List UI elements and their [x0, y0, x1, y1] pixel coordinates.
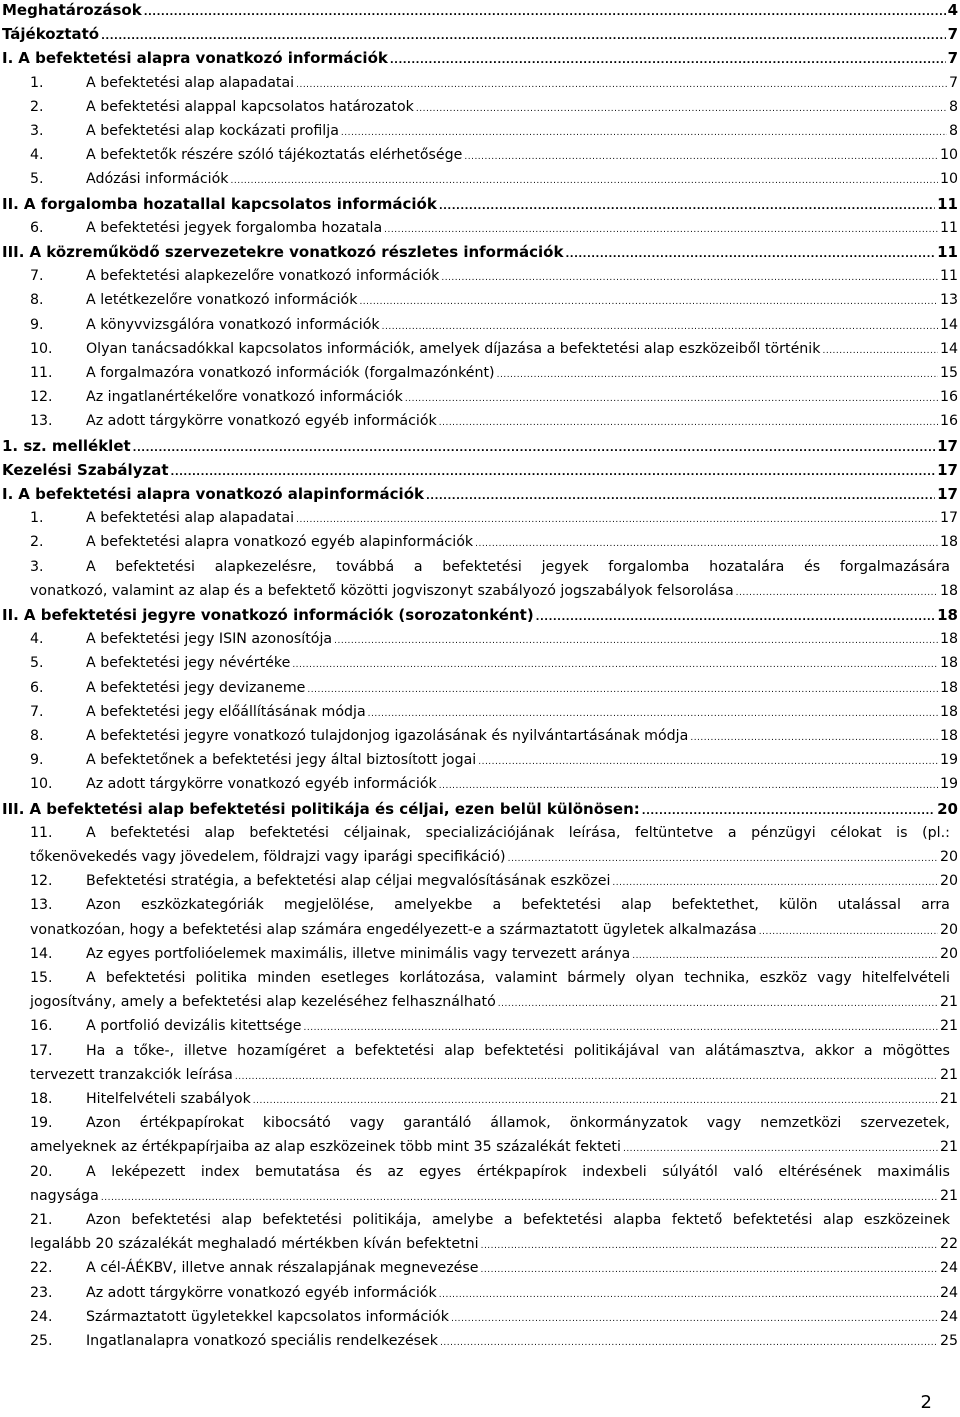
toc-entry-line1[interactable]	[0, 1162, 960, 1182]
toc-entry[interactable]	[0, 290, 960, 310]
leader-dots	[440, 1333, 938, 1353]
toc-entry[interactable]	[0, 363, 960, 383]
toc-entry[interactable]	[0, 266, 960, 286]
toc-entry[interactable]	[0, 315, 960, 335]
toc-entry-number: 4.	[30, 147, 44, 164]
toc-page-number: 14	[939, 340, 958, 357]
leader-dots	[736, 583, 938, 603]
leader-dots	[565, 245, 935, 265]
toc-entry[interactable]	[0, 1331, 960, 1351]
toc-page-number: 18	[939, 582, 958, 599]
toc-entry-title: A befektetési jegy devizaneme	[86, 679, 306, 696]
toc-heading-number: III.	[2, 243, 25, 261]
toc-page-number: 17	[937, 436, 958, 455]
toc-entry[interactable]	[0, 508, 960, 528]
toc-entry-title: A befektetési alap alapadatai	[86, 510, 295, 527]
leader-dots	[296, 510, 938, 530]
toc-entry-number: 2.	[30, 534, 44, 551]
leader-dots	[307, 680, 938, 700]
toc-entry-title: jogosítvány, amely a befektetési alap kezeléséhez felhasználható	[30, 994, 496, 1011]
toc-entry-title: vonatkozóan, hogy a befektetési alap számára engedélyezett-e a származtatott ügyletek alkalmazása	[30, 921, 757, 938]
leader-dots	[416, 99, 947, 119]
toc-page-number: 21	[939, 1018, 958, 1035]
toc-page-number: 21	[939, 1091, 958, 1107]
toc-page-number: 17	[937, 485, 958, 503]
leader-dots	[405, 389, 938, 409]
toc-page-number: 20	[939, 873, 958, 890]
toc-entry-title: A befektetési jegy ISIN azonosítója	[86, 631, 333, 648]
toc-entry-title: Az egyes portfolióelemek maximális, illetve minimális vagy tervezett aránya	[86, 945, 631, 962]
toc-entry[interactable]	[0, 1089, 960, 1109]
leader-dots	[451, 1309, 938, 1329]
leader-dots	[623, 1139, 938, 1159]
toc-entry-title: Az adott tárgykörre vonatkozó egyéb információk	[86, 776, 437, 793]
toc-entry-number: 12.	[30, 389, 53, 406]
toc-entry-title: A befektetők részére szóló tájékoztatás elérhetősége	[86, 147, 463, 164]
toc-page-number: 11	[937, 194, 958, 213]
leader-dots	[230, 171, 937, 191]
toc-entry-title-line1: A leképezett index bemutatása és az egyes értékpapírok indexbeli súlyától való eltérésének maximális	[86, 1163, 950, 1180]
leader-dots	[133, 439, 935, 459]
toc-entry-title-line1: Azon eszközkategóriák megjelölése, amelyekbe a befektetési alap befektethet, külön utalással arra	[86, 897, 950, 914]
toc-entry[interactable]	[0, 774, 960, 794]
toc-page-number: 8	[948, 98, 958, 115]
leader-dots	[497, 365, 938, 385]
toc-entry-title: tőkenövekedés vagy jövedelem, földrajzi vagy iparági specifikáció)	[30, 849, 506, 865]
toc-heading[interactable]	[0, 194, 960, 214]
toc-page-number: 4	[947, 1, 958, 19]
toc-heading-number: I.	[2, 485, 14, 503]
toc-entry-number: 7.	[30, 703, 44, 720]
toc-page-number: 17	[939, 510, 958, 527]
toc-heading-title: Tájékoztató	[2, 25, 100, 44]
toc-page-number: 7	[948, 74, 958, 91]
toc-entry-line1[interactable]	[0, 968, 960, 988]
toc-entry-title: vonatkozó, valamint az alap és a befektető közötti jogviszonyt szabályozó jogszabályok felsorolása	[30, 582, 734, 599]
toc-entry-title: A befektetési alapra vonatkozó egyéb alapinformációk	[86, 534, 474, 551]
toc-entry-title-line1: Ha a tőke-, illetve hozamígéret a befektetési alap befektetési politikájával van alátámasztva, akkor a mögöttes	[86, 1042, 950, 1059]
toc-entry-number: 6.	[30, 679, 44, 696]
toc-entry-title: A befektetési alappal kapcsolatos határozatok	[86, 98, 414, 115]
toc-entry-number: 5.	[30, 171, 44, 188]
toc-entry[interactable]	[0, 750, 960, 770]
leader-dots	[439, 197, 935, 217]
toc-entry-number: 2.	[30, 98, 44, 115]
toc-entry-title: Befektetési stratégia, a befektetési alap céljai megvalósításának eszközei	[86, 873, 611, 890]
toc-page-number: 21	[939, 1139, 958, 1156]
leader-dots	[359, 292, 938, 312]
toc-heading[interactable]	[0, 0, 960, 20]
toc-entry[interactable]	[0, 581, 960, 601]
leader-dots	[253, 1091, 938, 1111]
toc-page-number: 20	[939, 849, 958, 865]
toc-entry-number: 8.	[30, 728, 44, 744]
toc-entry-line1[interactable]	[0, 895, 960, 915]
toc-heading-title: Kezelési Szabályzat	[2, 460, 169, 479]
toc-entry-number: 8.	[30, 292, 44, 309]
toc-page-number: 11	[939, 268, 958, 285]
leader-dots	[144, 3, 946, 23]
toc-entry-title: A befektetőnek a befektetési jegy által biztosított jogai	[86, 752, 477, 769]
leader-dots	[235, 1067, 938, 1087]
leader-dots	[101, 27, 945, 47]
toc-entry[interactable]	[0, 702, 960, 722]
toc-entry-title: Adózási információk	[86, 171, 229, 188]
leader-dots	[368, 704, 938, 724]
leader-dots	[690, 728, 938, 748]
toc-page-number: 20	[937, 799, 958, 818]
toc-entry-title: Származtatott ügyletekkel kapcsolatos információk	[86, 1308, 449, 1325]
toc-entry[interactable]	[0, 1283, 960, 1303]
leader-dots	[439, 776, 938, 796]
leader-dots	[390, 51, 946, 71]
leader-dots	[464, 147, 938, 167]
leader-dots	[632, 946, 938, 966]
toc-heading-title: A befektetési jegyre vonatkozó információk (sorozatonként)	[23, 606, 534, 624]
toc-page-number: 16	[939, 413, 958, 430]
toc-heading-title: 1. sz. melléklet	[2, 436, 131, 455]
leader-dots	[334, 631, 938, 651]
toc-entry[interactable]	[0, 1016, 960, 1036]
leader-dots	[292, 655, 938, 675]
toc-entry[interactable]	[0, 726, 960, 746]
toc-page-number: 18	[939, 679, 958, 696]
toc-entry[interactable]	[0, 629, 960, 649]
toc-page-number: 8	[948, 123, 958, 139]
toc-entry-number: 12.	[30, 873, 53, 890]
toc-page-number: 15	[939, 365, 958, 381]
toc-page-number: 13	[939, 292, 958, 309]
toc-entry-number: 9.	[30, 316, 44, 333]
toc-entry[interactable]	[0, 532, 960, 552]
toc-entry-title: Az adott tárgykörre vonatkozó egyéb információk	[86, 1284, 437, 1301]
toc-page-number: 17	[937, 460, 958, 479]
toc-heading[interactable]	[0, 605, 960, 625]
toc-entry[interactable]	[0, 97, 960, 117]
toc-page-number: 20	[939, 921, 958, 938]
toc-heading[interactable]	[0, 436, 960, 456]
toc-entry-number: 19.	[30, 1115, 53, 1132]
toc-entry-number: 6.	[30, 219, 44, 236]
toc-entry-number: 3.	[30, 123, 44, 139]
toc-entry-number: 21.	[30, 1212, 53, 1228]
toc-entry-title-line1: Azon befektetési alap befektetési politikája, amelybe a befektetési alapba fektető befektetési alap eszközeinek	[86, 1212, 950, 1228]
toc-page-number: 14	[939, 316, 958, 333]
toc-entry-number: 16.	[30, 1018, 53, 1035]
toc-entry-number: 1.	[30, 74, 44, 91]
toc-entry[interactable]	[0, 1234, 960, 1254]
toc-entry-number: 7.	[30, 268, 44, 285]
leader-dots	[498, 994, 938, 1014]
toc-entry-title: A befektetési jegy névértéke	[86, 655, 291, 672]
toc-entry-number: 5.	[30, 655, 44, 672]
toc-heading[interactable]	[0, 799, 960, 819]
toc-page-number: 18	[939, 728, 958, 744]
toc-page-number: 21	[939, 1187, 958, 1204]
toc-entry[interactable]	[0, 653, 960, 673]
toc-heading-title: Meghatározások	[2, 1, 142, 19]
toc-heading-number: II.	[2, 606, 19, 624]
toc-entry-number: 11.	[30, 824, 53, 841]
toc-entry-title: A befektetési jegy előállításának módja	[86, 703, 366, 720]
toc-entry-title: Az adott tárgykörre vonatkozó egyéb információk	[86, 413, 437, 430]
toc-page-number: 21	[939, 994, 958, 1011]
toc-page-number: 11	[937, 243, 958, 261]
toc-entry-line1[interactable]	[0, 1113, 960, 1133]
toc-heading-title: A befektetési alap befektetési politikája és céljai, ezen belül különösen:	[29, 799, 640, 818]
toc-page-number: 25	[939, 1333, 958, 1349]
leader-dots	[642, 802, 935, 822]
toc-entry-line1[interactable]	[0, 1041, 960, 1061]
toc-entry-number: 13.	[30, 413, 53, 430]
leader-dots	[822, 341, 937, 361]
toc-entry[interactable]	[0, 339, 960, 359]
toc-entry-number: 17.	[30, 1042, 53, 1059]
toc-entry-number: 23.	[30, 1284, 53, 1301]
toc-entry-title: tervezett tranzakciók leírása	[30, 1066, 233, 1083]
toc-page-number: 18	[937, 606, 958, 624]
toc-entry-title: amelyeknek az értékpapírjaiba az alap eszközeinek több mint 35 százalékát fekteti	[30, 1139, 621, 1156]
leader-dots	[475, 534, 938, 554]
toc-entry[interactable]	[0, 1307, 960, 1327]
leader-dots	[759, 922, 938, 942]
toc-entry-title: A befektetési alap kockázati profilja	[86, 123, 339, 139]
toc-entry-title: legalább 20 százalékát meghaladó mértékben kíván befektetni	[30, 1236, 479, 1253]
toc-entry-title: A befektetési jegyre vonatkozó tulajdonjog igazolásának és nyilvántartásának módja	[86, 728, 689, 744]
toc-entry-title: Hitelfelvételi szabályok	[86, 1091, 251, 1107]
toc-entry-title: Ingatlanalapra vonatkozó speciális rendelkezések	[86, 1333, 439, 1349]
toc-entry[interactable]	[0, 847, 960, 867]
leader-dots	[508, 849, 938, 869]
page-number: 2	[920, 1392, 932, 1413]
leader-dots	[296, 75, 947, 95]
toc-page-number: 10	[939, 171, 958, 188]
toc-heading[interactable]	[0, 48, 960, 68]
toc-entry[interactable]	[0, 920, 960, 940]
toc-entry[interactable]	[0, 678, 960, 698]
toc-entry-title-line1: Azon értékpapírokat kibocsátó vagy garantáló államok, önkormányzatok vagy nemzetközi szervezetek,	[86, 1115, 950, 1132]
toc-entry[interactable]	[0, 218, 960, 238]
toc-heading-title: A forgalomba hozatallal kapcsolatos információk	[23, 194, 437, 213]
toc-entry-title: A befektetési alap alapadatai	[86, 74, 295, 91]
toc-heading[interactable]	[0, 484, 960, 504]
toc-page-number: 24	[939, 1308, 958, 1325]
toc-entry-line1[interactable]	[0, 557, 960, 577]
toc-entry-number: 1.	[30, 510, 44, 527]
toc-entry-number: 9.	[30, 752, 44, 769]
toc-page-number: 7	[947, 49, 958, 68]
toc-entry[interactable]	[0, 1186, 960, 1206]
toc-entry-number: 10.	[30, 776, 53, 793]
toc-heading-number: III.	[2, 799, 25, 818]
toc-page-number: 22	[939, 1236, 958, 1253]
toc-entry-title: Az ingatlanértékelőre vonatkozó információk	[86, 389, 403, 406]
leader-dots	[101, 1188, 938, 1208]
leader-dots	[384, 220, 938, 240]
toc-entry-title-line1: A befektetési alap befektetési céljainak, specializációjának leírása, feltüntetve a pénzügyi célokat is (pl.:	[86, 824, 950, 841]
toc-entry-number: 22.	[30, 1260, 53, 1277]
toc-entry-title: A forgalmazóra vonatkozó információk (forgalmazónként)	[86, 365, 495, 381]
toc-heading-number: I.	[2, 49, 14, 68]
toc-entry-number: 3.	[30, 558, 44, 575]
toc-entry-number: 15.	[30, 970, 53, 986]
toc-entry-number: 4.	[30, 631, 44, 648]
leader-dots	[439, 1285, 938, 1305]
leader-dots	[426, 487, 935, 507]
leader-dots	[481, 1260, 938, 1280]
leader-dots	[481, 1236, 938, 1256]
toc-page-number: 16	[939, 389, 958, 406]
toc-page-number: 18	[939, 655, 958, 672]
toc-entry-title: nagysága	[30, 1187, 99, 1204]
toc-page-number: 7	[947, 25, 958, 44]
toc-entry-line1[interactable]	[0, 1210, 960, 1230]
leader-dots	[341, 123, 947, 143]
leader-dots	[303, 1018, 937, 1038]
toc-entry-number: 18.	[30, 1091, 53, 1107]
toc-entry-number: 10.	[30, 340, 53, 357]
toc-entry-number: 20.	[30, 1163, 53, 1180]
toc-heading-number: II.	[2, 194, 19, 213]
leader-dots	[612, 873, 938, 893]
toc-page-number: 18	[939, 631, 958, 648]
leader-dots	[439, 413, 938, 433]
toc-entry[interactable]	[0, 387, 960, 407]
toc-entry[interactable]	[0, 121, 960, 141]
toc-page-number: 19	[939, 776, 958, 793]
toc-entry-title: A letétkezelőre vonatkozó információk	[86, 292, 358, 309]
toc-heading-title: A közreműködő szervezetekre vonatkozó részletes információk	[29, 243, 564, 261]
toc-entry-title: Olyan tanácsadókkal kapcsolatos információk, amelyek díjazása a befektetési alap eszközeiből történik	[86, 340, 821, 357]
toc-entry[interactable]	[0, 1065, 960, 1085]
toc-heading-title: A befektetési alapra vonatkozó alapinformációk	[18, 485, 424, 503]
toc-heading[interactable]	[0, 24, 960, 44]
toc-entry-title: A befektetési alapkezelőre vonatkozó információk	[86, 268, 440, 285]
toc-page-number: 18	[939, 703, 958, 720]
toc-entry-title-line1: A befektetési politika minden esetleges korlátozása, valamint bármely olyan technika, eszköz vagy hitelfelvételi	[86, 970, 950, 986]
toc-entry[interactable]	[0, 411, 960, 431]
toc-entry-title: A portfolió devizális kitettsége	[86, 1018, 302, 1035]
leader-dots	[382, 317, 938, 337]
toc-entry-title: A cél-ÁÉKBV, illetve annak részalapjának megnevezése	[86, 1260, 479, 1277]
toc-entry[interactable]	[0, 871, 960, 891]
toc-entry-number: 14.	[30, 945, 53, 962]
toc-entry[interactable]	[0, 992, 960, 1012]
toc-page-number: 11	[939, 219, 958, 236]
toc-entry[interactable]	[0, 73, 960, 93]
toc-entry-number: 24.	[30, 1308, 53, 1325]
toc-entry[interactable]	[0, 145, 960, 165]
toc-entry[interactable]	[0, 1258, 960, 1278]
toc-heading-title: A befektetési alapra vonatkozó információk	[18, 49, 388, 68]
leader-dots	[536, 608, 935, 628]
toc-page-number: 24	[939, 1284, 958, 1301]
toc-entry-number: 11.	[30, 365, 53, 381]
toc-entry-number: 13.	[30, 897, 53, 914]
toc-entry-number: 25.	[30, 1333, 53, 1349]
toc-heading[interactable]	[0, 242, 960, 262]
toc-page-number: 10	[939, 147, 958, 164]
toc-page-number: 21	[939, 1066, 958, 1083]
toc-entry-title-line1: A befektetési alapkezelésre, továbbá a befektetési jegyek forgalomba hozatalára és forgalmazására	[86, 558, 950, 575]
leader-dots	[441, 268, 938, 288]
toc-page-number: 20	[939, 945, 958, 962]
toc-entry[interactable]	[0, 1137, 960, 1157]
toc-page-number: 24	[939, 1260, 958, 1277]
toc-entry[interactable]	[0, 169, 960, 189]
toc-page-number: 19	[939, 752, 958, 769]
toc-entry-title: A könyvvizsgálóra vonatkozó információk	[86, 316, 380, 333]
toc-page-number: 18	[939, 534, 958, 551]
toc-entry-line1[interactable]	[0, 823, 960, 843]
leader-dots	[171, 463, 936, 483]
toc-entry-title: A befektetési jegyek forgalomba hozatala	[86, 219, 383, 236]
toc-entry[interactable]	[0, 944, 960, 964]
toc-heading[interactable]	[0, 460, 960, 480]
leader-dots	[478, 752, 938, 772]
